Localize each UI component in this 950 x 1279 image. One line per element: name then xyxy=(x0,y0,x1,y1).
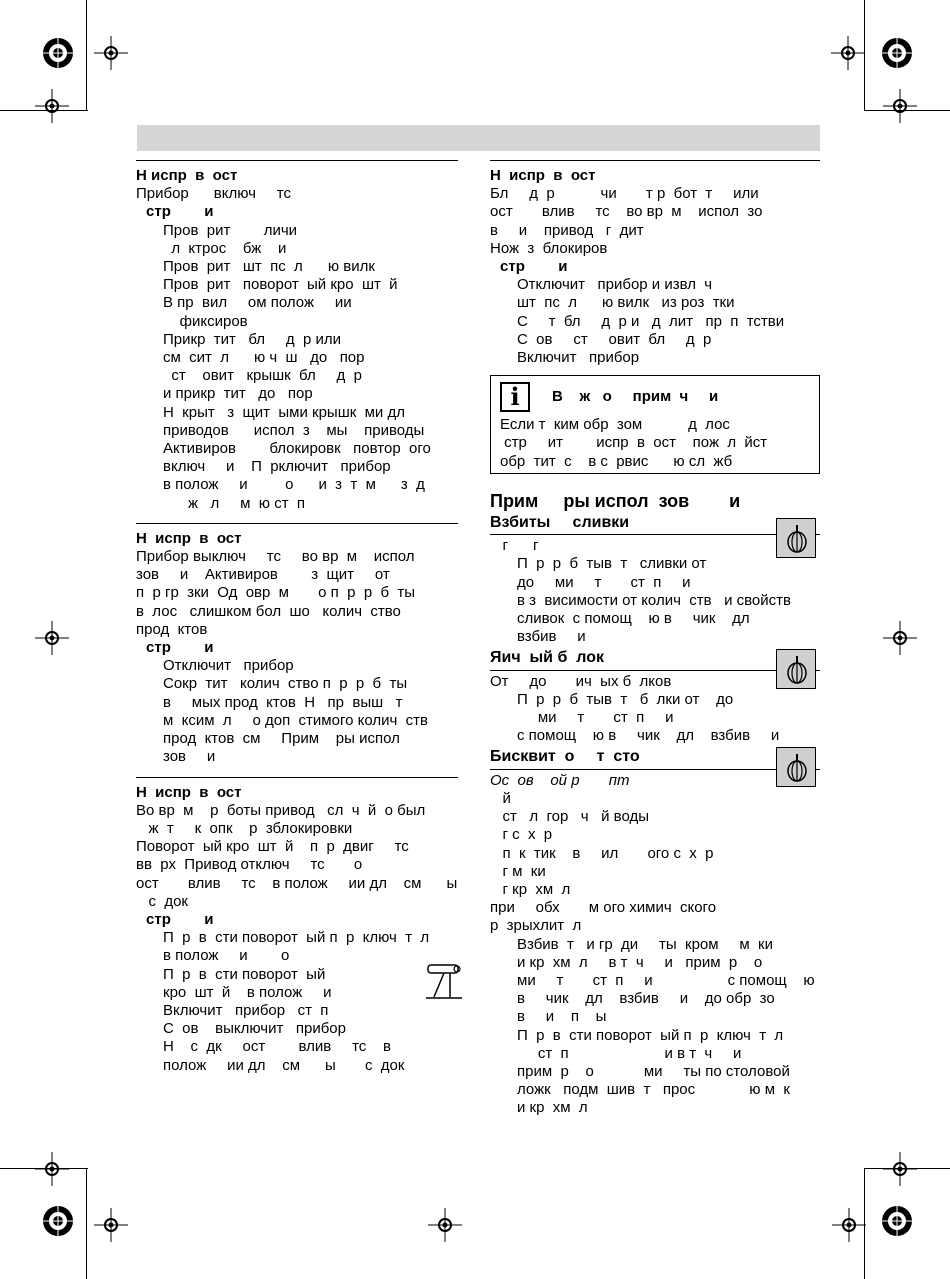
note-text: стр ит испр в ост пож л йст xyxy=(500,434,768,452)
registration-target-icon xyxy=(880,36,914,70)
remedy-heading: стр и xyxy=(146,910,214,928)
whisk-icon xyxy=(776,518,816,558)
recipe-text: ми т ст п и xyxy=(517,709,674,727)
ingredient: при обх м ого химич ского xyxy=(490,899,717,917)
registration-target-icon xyxy=(41,1204,75,1238)
problem-text: ж т к опк р зблокировки xyxy=(136,819,353,837)
remedy-heading: стр и xyxy=(500,258,568,276)
list-item: прод ктов см Прим ры испол xyxy=(163,730,400,748)
recipe-text: П р р б тыв т б лки от до xyxy=(517,690,734,708)
section-divider xyxy=(490,670,820,671)
list-item: включ и П рключит прибор xyxy=(163,458,391,476)
problem-text: с док xyxy=(136,892,188,910)
crosshair-icon xyxy=(883,89,917,123)
list-item: Н крыт з щит ыми крышк ми дл xyxy=(163,403,405,421)
problem-text: ост влив тс во вр м испол зо xyxy=(490,203,763,221)
list-item: шт пс л ю вилк из роз тки xyxy=(517,294,735,312)
list-item: Пров рит поворот ый кро шт й xyxy=(163,276,398,294)
ingredient: г кр хм л xyxy=(490,880,571,898)
recipe-text: сливок с помощ ю в чик дл xyxy=(517,610,750,628)
recipe-text: П р р б тыв т сливки от xyxy=(517,555,707,573)
list-item: П р в сти поворот ый xyxy=(163,965,326,983)
whisk-icon xyxy=(776,747,816,787)
recipe-text: От до ич ых б лков xyxy=(490,672,672,690)
list-item: Пров рит личи xyxy=(163,221,298,239)
note-header xyxy=(500,382,811,412)
ingredient: г с х р xyxy=(490,826,553,844)
list-item: П р в сти поворот ый п р ключ т л xyxy=(163,929,430,947)
mixer-illustration xyxy=(424,963,464,1001)
note-title: В ж о прим ч и xyxy=(552,388,719,406)
section-divider xyxy=(136,523,458,524)
recipe-title-biscuit: Бисквит о т сто xyxy=(490,748,640,766)
problem-text: п р гр зки Од овр м о п р р б ты xyxy=(136,584,416,602)
section-title: Н испр в ост xyxy=(136,529,242,547)
note-text: обр тит с в с рвис ю сл жб xyxy=(500,452,733,470)
recipe-title-cream: Взбиты сливки xyxy=(490,514,630,532)
crosshair-icon xyxy=(831,36,865,70)
section-divider xyxy=(490,769,820,770)
crosshair-icon xyxy=(428,1208,462,1242)
list-item: зов и xyxy=(163,748,216,766)
recipe-text: г г xyxy=(490,537,539,555)
recipe-text: с помощ ю в чик дл взбив и xyxy=(517,727,780,745)
right-column xyxy=(490,160,820,1118)
recipe-steps xyxy=(490,936,820,1118)
registration-target-icon xyxy=(41,36,75,70)
list-item: В пр вил ом полож ии xyxy=(163,294,352,312)
list-item: Включит прибор xyxy=(517,349,640,367)
list-item: ми т ст п и с помощ ю xyxy=(517,971,815,989)
list-item: ж л м ю ст п xyxy=(163,494,306,512)
list-item: Включит прибор ст п xyxy=(163,1001,329,1019)
list-item: полож ии дл см ы с док xyxy=(163,1056,405,1074)
problem-text: Бл д р чи т р бот т или xyxy=(490,185,759,203)
list-item: С ов ст овит бл д р xyxy=(517,330,712,348)
list-item: л ктрос бж и xyxy=(163,239,287,257)
list-item: фиксиров xyxy=(163,312,248,330)
list-item: см сит л ю ч ш до пор xyxy=(163,349,365,367)
problem-text: ост влив тс в полож ии дл см ы xyxy=(136,874,458,892)
recipe-text: до ми т ст п и xyxy=(517,573,691,591)
problem-text: Прибор включ тс xyxy=(136,185,292,203)
recipe-title-egg: Яич ый б лок xyxy=(490,649,604,667)
list-item: и кр хм л в т ч и прим р о xyxy=(517,953,763,971)
header-bar xyxy=(137,125,820,151)
list-item: С ов выключит прибор xyxy=(163,1020,346,1038)
remedy-heading: стр и xyxy=(146,639,214,657)
list-item: Отключит прибор xyxy=(163,657,294,675)
remedy-list xyxy=(490,276,820,367)
list-item: и прикр тит до пор xyxy=(163,385,313,403)
list-item: Пров рит шт пс л ю вилк xyxy=(163,258,375,276)
section-title: Н испр в ост xyxy=(490,167,596,184)
list-item: приводов испол з мы приводы xyxy=(163,421,425,439)
section-title: Н испр в ост xyxy=(136,167,238,184)
list-item: ложк подм шив т прос ю м к xyxy=(517,1081,790,1099)
section-divider xyxy=(490,534,820,535)
problem-text: в лос слишком бол шо колич ство xyxy=(136,602,401,620)
ingredient: г м ки xyxy=(490,862,546,880)
list-item: и кр хм л xyxy=(517,1099,588,1117)
whisk-icon xyxy=(776,649,816,689)
problem-text: вв рх Привод отключ тс о xyxy=(136,856,363,874)
ingredient: й xyxy=(490,789,511,807)
list-item: в полож и о и з т м з д xyxy=(163,476,425,494)
crosshair-icon xyxy=(35,89,69,123)
crosshair-icon xyxy=(35,621,69,655)
remedy-list xyxy=(136,222,458,513)
ingredient: п к тик в ил ого с х р xyxy=(490,844,714,862)
problem-text: Поворот ый кро шт й п р двиг тс xyxy=(136,838,409,856)
section-divider xyxy=(490,160,820,161)
list-item: в мых прод ктов Н пр выш т xyxy=(163,693,403,711)
crosshair-icon xyxy=(883,621,917,655)
list-item: С т бл д р и д лит пр п тстви xyxy=(517,312,785,330)
section-divider xyxy=(136,777,458,778)
remedy-list xyxy=(136,929,458,1075)
list-item: Н с дк ост влив тс в xyxy=(163,1038,391,1056)
recipe-text: в з висимости от колич ств и свойств xyxy=(517,591,791,609)
problem-text: в и привод г дит xyxy=(490,221,644,239)
list-item: Активиров блокировк повтор ого xyxy=(163,440,431,458)
crosshair-icon xyxy=(35,1152,69,1186)
list-item: Прикр тит бл д р или xyxy=(163,330,341,348)
list-item: ст овит крышк бл д р xyxy=(163,367,362,385)
problem-text: зов и Активиров з щит от xyxy=(136,566,390,584)
section-divider xyxy=(136,160,458,161)
crosshair-icon xyxy=(832,1208,866,1242)
list-item: Отключит прибор и извл ч xyxy=(517,276,713,294)
list-item: П р в сти поворот ый п р ключ т л xyxy=(517,1026,784,1044)
list-item: в полож и о xyxy=(163,947,290,965)
problem-text: Нож з блокиров xyxy=(490,239,608,257)
registration-target-icon xyxy=(880,1204,914,1238)
problem-text: Прибор выключ тс во вр м испол xyxy=(136,548,415,566)
list-item: м ксим л о доп стимого колич ств xyxy=(163,711,428,729)
list-item: в и п ы xyxy=(517,1008,607,1026)
list-item: ст п и в т ч и xyxy=(517,1044,742,1062)
note-text: Если т ким обр зом д лос xyxy=(500,416,730,434)
list-item: Сокр тит колич ство п р р б ты xyxy=(163,675,408,693)
problem-text: прод ктов xyxy=(136,620,208,638)
recipe-subtitle: Ос ов ой р пт xyxy=(490,771,630,789)
remedy-heading: стр и xyxy=(146,203,214,221)
examples-title: Прим ры испол зов и xyxy=(490,490,741,511)
crosshair-icon xyxy=(94,1208,128,1242)
recipe-text: взбив и xyxy=(517,628,586,646)
list-item: прим р о ми ты по столовой xyxy=(517,1062,790,1080)
list-item: в чик дл взбив и до обр зо xyxy=(517,990,775,1008)
ingredient: ст л гор ч й воды xyxy=(490,808,650,826)
list-item: кро шт й в полож и xyxy=(163,983,332,1001)
crosshair-icon xyxy=(94,36,128,70)
remedy-list xyxy=(136,657,458,766)
ingredient: р зрыхлит л xyxy=(490,917,582,935)
section-title: Н испр в ост xyxy=(136,783,242,801)
left-column xyxy=(136,160,458,1075)
problem-text: Во вр м р боты привод сл ч й о был xyxy=(136,801,426,819)
crosshair-icon xyxy=(883,1152,917,1186)
note-box xyxy=(490,375,820,474)
info-icon: i xyxy=(500,382,530,412)
list-item: Взбив т и гр ди ты кром м ки xyxy=(517,935,773,953)
